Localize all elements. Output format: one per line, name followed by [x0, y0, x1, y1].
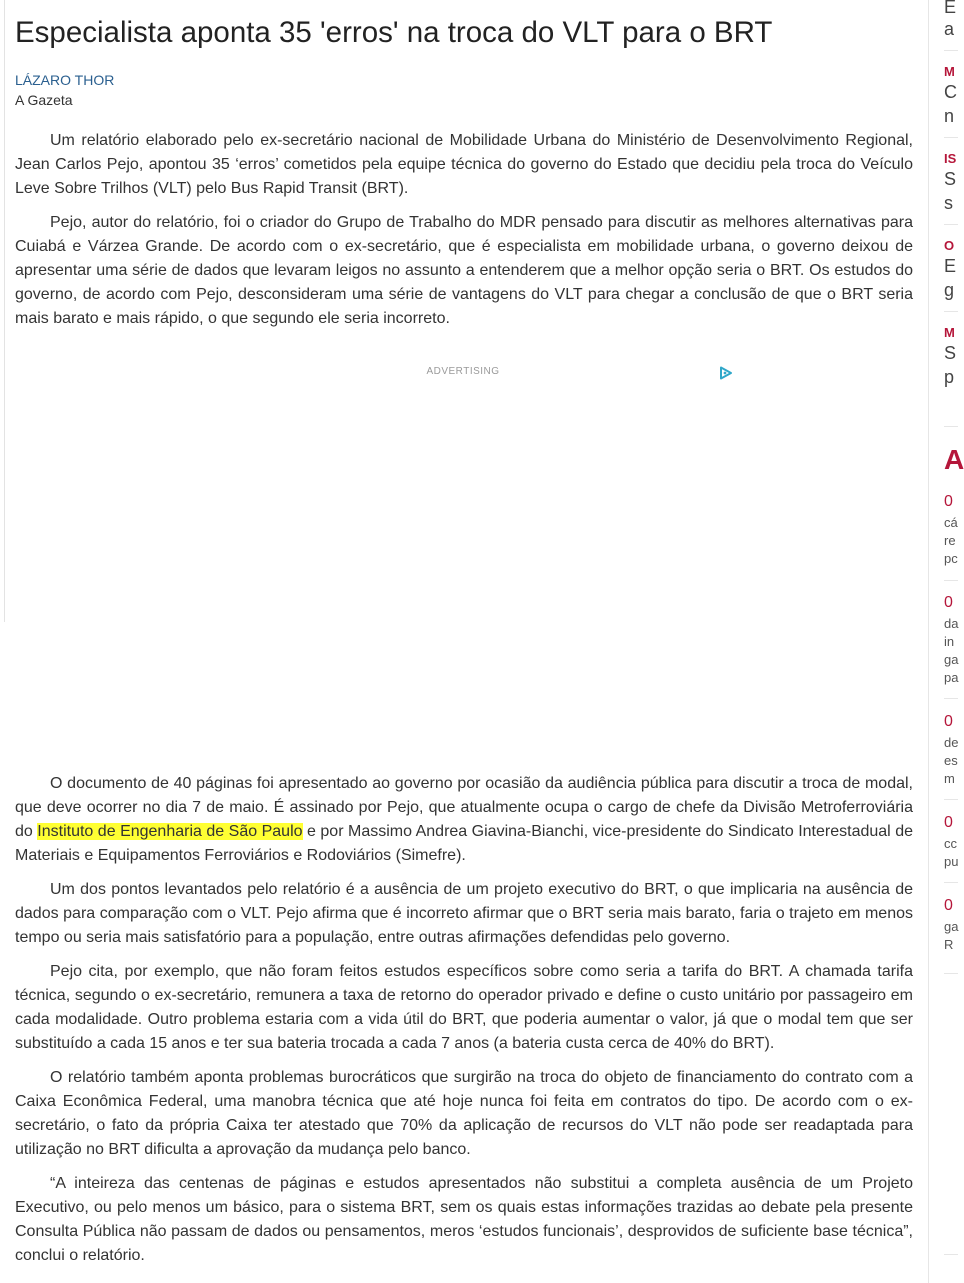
paragraph: Um relatório elaborado pelo ex-secretário nacional de Mobilidade Urbana do Ministério de Desenvolvimento Regional, Jean Carlos Pejo, apontou 35 ‘erros’ cometidos pela equipe técnica do governo do Estado que decidiu pela troca do Veículo Leve Sobre Trilhos (VLT) pelo Bus Rapid Transit (BRT).: [15, 132, 913, 197]
column-divider: [4, 0, 5, 622]
sidebar-news-line[interactable]: C: [944, 82, 957, 102]
sidebar-news-line[interactable]: n: [944, 106, 955, 126]
paragraph: Um dos pontos levantados pelo relatório é a ausência de um projeto executivo do BRT, o que implicaria na ausência de dados para comparação com o VLT. Pejo afirma que é incorreto afirmar que o BRT seria mais barato, faria o trajeto em menos tempo ou seria mais satisfatório para a população, entre outras afirmações defendidas pelo governo.: [15, 881, 913, 946]
sidebar-news-line[interactable]: S: [944, 169, 957, 189]
rank-number: 0: [944, 594, 953, 611]
sidebar-news-line[interactable]: g: [944, 280, 955, 300]
article-body-top: [15, 129, 913, 341]
sidebar-news-line[interactable]: a: [944, 19, 955, 39]
divider: [944, 1254, 958, 1255]
divider: [944, 311, 958, 312]
sidebar-news-category[interactable]: M: [944, 325, 955, 340]
rank-item-line[interactable]: es: [944, 753, 958, 768]
divider: [944, 137, 958, 138]
rank-item-line[interactable]: cá: [944, 515, 958, 530]
divider: [944, 882, 958, 883]
adchoices-icon[interactable]: [718, 366, 734, 380]
divider: [944, 224, 958, 225]
most-read-heading: A: [944, 444, 964, 475]
divider: [944, 973, 958, 974]
sidebar-news-line[interactable]: s: [944, 193, 953, 213]
advertising-label: ADVERTISING: [426, 366, 500, 377]
sidebar: [940, 0, 964, 1283]
rank-item-line[interactable]: ga: [944, 652, 959, 667]
sidebar-news-category[interactable]: IS: [944, 151, 957, 166]
paragraph: O documento de 40 páginas foi apresentado ao governo por ocasião da audiência pública para discutir a troca de modal, que deve ocorrer no dia 7 de maio. É assinado por Pejo, que atualmente ocupa o cargo de chefe da Divisão Metroferroviária do Instituto de Engenharia de São Paulo e por Massimo Andrea Giavina-Bianchi, vice-presidente do Sindicato Interestadual de Materiais e Equipamentos Ferroviários e Rodoviários (Simefre).: [15, 775, 913, 864]
article-body-bottom: [15, 772, 913, 1278]
rank-item-line[interactable]: ga: [944, 919, 959, 934]
sidebar-news-category[interactable]: M: [944, 64, 955, 79]
sidebar-news-line[interactable]: E: [944, 0, 957, 17]
rank-item-line[interactable]: pc: [944, 551, 958, 566]
rank-number: 0: [944, 814, 953, 831]
sidebar-news-category[interactable]: O: [944, 238, 955, 253]
divider: [944, 426, 958, 427]
divider: [944, 799, 958, 800]
rank-item-line[interactable]: pu: [944, 854, 959, 869]
sidebar-news-line[interactable]: S: [944, 343, 957, 363]
rank-item-line[interactable]: de: [944, 735, 959, 750]
rank-item-line[interactable]: da: [944, 616, 959, 631]
paragraph: Pejo, autor do relatório, foi o criador do Grupo de Trabalho do MDR pensado para discutir as melhores alternativas para Cuiabá e Várzea Grande. De acordo com o ex-secretário, que é especialista em mobilidade urbana, o governo deixou de apresentar uma série de dados que levaram leigos no assunto a entenderem que a melhor opção seria o BRT. Os estudos do governo, de acordo com Pejo, desconsideram uma série de vantagens do VLT para chegar a conclusão de que o BRT seria mais barato e mais rápido, o que segundo ele seria incorreto.: [15, 214, 913, 327]
sidebar-news-line[interactable]: p: [944, 367, 955, 387]
paragraph: “A inteireza das centenas de páginas e estudos apresentados não substitui a completa ausência de um Projeto Executivo, ou pelo menos um básico, para o sistema BRT, sem os quais estas informações trazidas ao debate pela presente Consulta Pública não passam de dados ou pensamentos, meros ‘estudos funcionais’, desprovidos de suficiente base técnica”, conclui o relatório.: [15, 1175, 913, 1264]
rank-item-line[interactable]: in: [944, 634, 955, 649]
rank-number: 0: [944, 713, 953, 730]
rank-item-line[interactable]: R: [944, 937, 954, 952]
rank-item-line[interactable]: m: [944, 771, 955, 786]
paragraph: Pejo cita, por exemplo, que não foram feitos estudos específicos sobre como seria a tarifa do BRT. A chamada tarifa técnica, segundo o ex-secretário, remunera a taxa de retorno do operador privado e define o custo unitário por passageiro em cada modalidade. Outro problema estaria com a vida útil do BRT, que poderia aumentar o valor, já que o modal tem que ser substituído a cada 15 anos e ter sua bateria trocada a cada 7 anos (a bateria custa cerca de 40% do BRT).: [15, 963, 913, 1052]
article-title: Especialista aponta 35 'erros' na troca do VLT para o BRT: [15, 16, 773, 49]
rank-item-line[interactable]: cc: [944, 836, 957, 851]
rank-number: 0: [944, 493, 953, 510]
rank-number: 0: [944, 897, 953, 914]
rank-item-line[interactable]: pa: [944, 670, 959, 685]
sidebar-news-line[interactable]: E: [944, 256, 957, 276]
sidebar-divider: [928, 0, 929, 1283]
divider: [944, 580, 958, 581]
rank-item-line[interactable]: re: [944, 533, 956, 548]
divider: [944, 50, 958, 51]
paragraph: O relatório também aponta problemas burocráticos que surgirão na troca do objeto de financiamento do contrato com a Caixa Econômica Federal, uma manobra técnica que até hoje nunca foi feita em contratos do tipo. De acordo com o ex-secretário, o fato da própria Caixa ter atestado que 70% da aplicação de recursos do VLT não pode ser readaptada para utilização no BRT dificulta a aprovação da mudança pelo banco.: [15, 1069, 913, 1158]
institute-link[interactable]: Instituto de Engenharia de São Paulo: [37, 823, 303, 840]
source-label: A Gazeta: [15, 92, 73, 108]
divider: [944, 698, 958, 699]
author-link[interactable]: LÁZARO THOR: [15, 72, 115, 88]
